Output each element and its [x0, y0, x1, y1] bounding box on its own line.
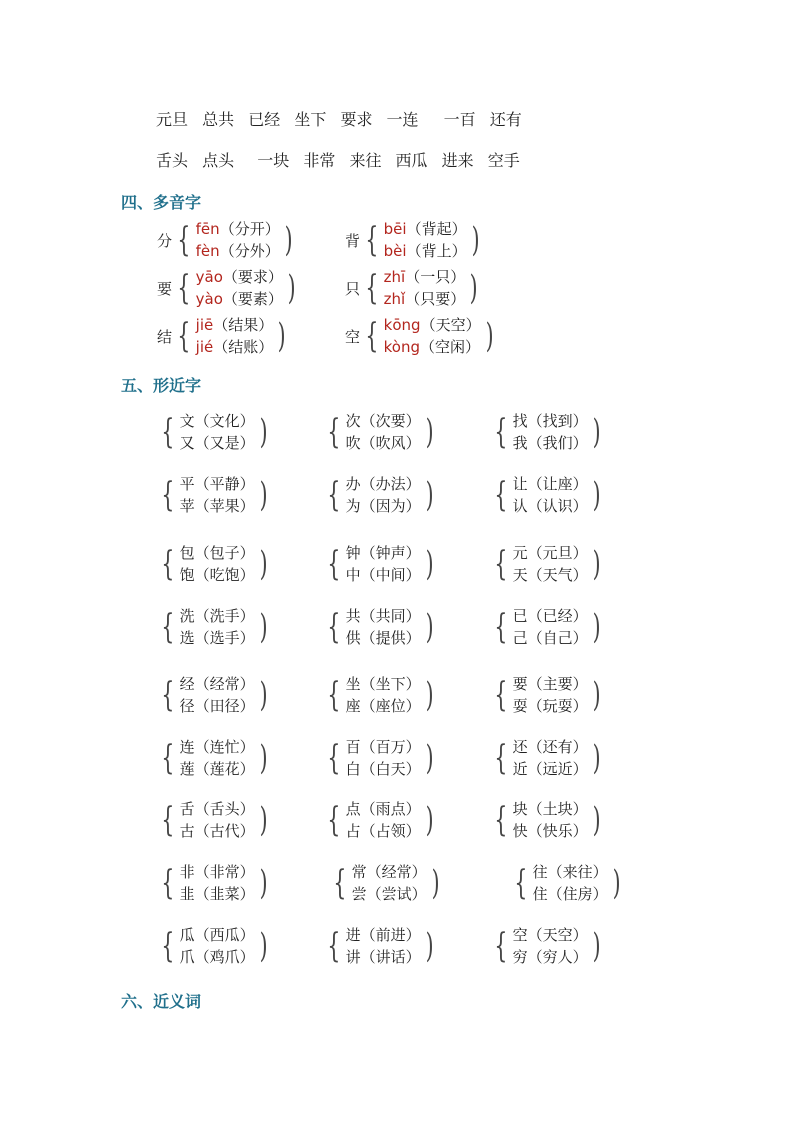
similar-char-entry: 已（已经）	[512, 607, 588, 625]
similar-char-pair	[157, 410, 270, 454]
left-brace: {	[161, 800, 175, 840]
similar-char-entry: 又（又是）	[179, 434, 255, 452]
right-bracket: )	[592, 607, 601, 647]
pinyin: fèn	[195, 242, 220, 260]
right-bracket: )	[431, 863, 440, 903]
similar-char-entry: 住（住房）	[532, 885, 608, 903]
left-brace: {	[161, 607, 175, 647]
right-bracket: )	[469, 268, 478, 308]
left-brace: {	[327, 738, 341, 778]
polyphone-char: 背	[345, 231, 361, 250]
similar-char-entry: 经（经常）	[179, 675, 255, 693]
word: 一块	[257, 151, 290, 170]
words-line-2	[156, 148, 529, 171]
similar-char-pair	[490, 605, 603, 649]
polyphone-entry	[157, 266, 298, 310]
right-bracket: )	[425, 738, 434, 778]
similar-char-pair	[329, 861, 442, 905]
similar-char-entry: 白（白天）	[345, 760, 421, 778]
polyphone-reading	[384, 266, 466, 288]
example-word: （要素）	[222, 290, 283, 308]
similar-char-entry: 常（经常）	[351, 863, 427, 881]
right-bracket: )	[425, 675, 434, 715]
example-word: （结账）	[213, 338, 274, 356]
similar-char-entry: 认（认识）	[512, 497, 588, 515]
similar-char-entry: 莲（莲花）	[179, 760, 255, 778]
polyphone-reading	[196, 314, 274, 336]
right-bracket: )	[425, 544, 434, 584]
similar-char-pair	[323, 542, 436, 586]
word: 一百	[443, 110, 476, 129]
similar-char-entry: 找（找到）	[512, 412, 588, 430]
left-brace: {	[514, 863, 528, 903]
similar-char-pair	[490, 736, 603, 780]
right-bracket: )	[592, 926, 601, 966]
similar-char-pair	[157, 736, 270, 780]
left-brace: {	[327, 475, 341, 515]
similar-char-entry: 舌（舌头）	[179, 800, 255, 818]
similar-char-entry: 古（古代）	[179, 822, 255, 840]
right-bracket: )	[259, 738, 268, 778]
right-bracket: )	[287, 268, 296, 308]
similar-char-entry: 座（座位）	[345, 697, 421, 715]
similar-char-pair	[157, 924, 270, 968]
similar-char-pair	[157, 861, 270, 905]
right-bracket: )	[592, 412, 601, 452]
similar-char-entry: 文（文化）	[179, 412, 255, 430]
left-brace: {	[327, 926, 341, 966]
similar-char-pair	[323, 410, 436, 454]
polyphone-reading	[384, 240, 467, 262]
polyphone-reading	[196, 288, 283, 310]
example-word: （天空）	[420, 316, 481, 334]
similar-char-entry: 己（自己）	[512, 629, 588, 647]
similar-char-entry: 往（来往）	[532, 863, 608, 881]
example-word: （背起）	[406, 220, 467, 238]
left-brace: {	[494, 800, 508, 840]
word: 总共	[202, 110, 235, 129]
word: 要求	[340, 110, 373, 129]
similar-char-pair	[490, 798, 603, 842]
left-brace: {	[494, 475, 508, 515]
similar-char-entry: 中（中间）	[345, 566, 421, 584]
example-word: （空闲）	[420, 338, 481, 356]
similar-char-entry: 爪（鸡爪）	[179, 948, 255, 966]
right-bracket: )	[471, 220, 480, 260]
example-word: （只要）	[405, 290, 466, 308]
polyphone-reading	[384, 314, 481, 336]
similar-char-entry: 尝（尝试）	[351, 885, 427, 903]
polyphone-reading	[384, 336, 481, 358]
pinyin: bēi	[383, 220, 407, 238]
polyphone-reading	[196, 266, 283, 288]
pinyin: jiē	[195, 316, 214, 334]
similar-char-entry: 韭（韭菜）	[179, 885, 255, 903]
left-brace: {	[494, 926, 508, 966]
words-line-1	[156, 107, 531, 130]
similar-char-entry: 包（包子）	[179, 544, 255, 562]
right-bracket: )	[485, 316, 494, 356]
similar-char-pair	[510, 861, 623, 905]
right-bracket: )	[592, 738, 601, 778]
polyphone-entry	[345, 218, 482, 262]
word: 空手	[487, 151, 520, 170]
pinyin: zhǐ	[383, 290, 406, 308]
left-brace: {	[161, 544, 175, 584]
polyphone-entry	[345, 266, 481, 310]
similar-char-pair	[157, 605, 270, 649]
similar-char-pair	[490, 473, 603, 517]
similar-char-entry: 耍（玩耍）	[512, 697, 588, 715]
right-bracket: )	[259, 863, 268, 903]
similar-char-entry: 块（土块）	[512, 800, 588, 818]
similar-char-entry: 办（办法）	[345, 475, 421, 493]
word: 坐下	[294, 110, 327, 129]
similar-char-pair	[157, 542, 270, 586]
section-heading-synonyms: 六、近义词	[121, 992, 202, 1011]
polyphone-char: 分	[157, 231, 173, 250]
left-brace: {	[177, 268, 191, 308]
polyphone-char: 结	[157, 327, 173, 346]
right-bracket: )	[259, 675, 268, 715]
left-brace: {	[494, 412, 508, 452]
similar-char-entry: 洗（洗手）	[179, 607, 255, 625]
similar-char-entry: 连（连忙）	[179, 738, 255, 756]
polyphone-reading	[196, 336, 274, 358]
example-word: （背上）	[406, 242, 467, 260]
left-brace: {	[327, 412, 341, 452]
similar-char-entry: 我（我们）	[512, 434, 588, 452]
similar-char-pair	[323, 736, 436, 780]
similar-char-pair	[323, 605, 436, 649]
polyphone-reading	[384, 288, 466, 310]
word: 元旦	[156, 110, 189, 129]
similar-char-entry: 选（选手）	[179, 629, 255, 647]
section-heading-similar: 五、形近字	[121, 376, 202, 395]
similar-char-entry: 共（共同）	[345, 607, 421, 625]
left-brace: {	[327, 544, 341, 584]
left-brace: {	[161, 412, 175, 452]
left-brace: {	[161, 863, 175, 903]
similar-char-entry: 平（平静）	[179, 475, 255, 493]
pinyin: fēn	[195, 220, 220, 238]
left-brace: {	[327, 800, 341, 840]
similar-char-entry: 要（主要）	[512, 675, 588, 693]
similar-char-pair	[323, 924, 436, 968]
similar-char-pair	[490, 673, 603, 717]
left-brace: {	[365, 268, 379, 308]
similar-char-entry: 钟（钟声）	[345, 544, 421, 562]
similar-char-pair	[490, 410, 603, 454]
left-brace: {	[161, 738, 175, 778]
polyphone-char: 只	[345, 279, 361, 298]
similar-char-entry: 空（天空）	[512, 926, 588, 944]
word: 西瓜	[395, 151, 428, 170]
similar-char-entry: 还（还有）	[512, 738, 588, 756]
word: 还有	[489, 110, 522, 129]
similar-char-entry: 吹（吹风）	[345, 434, 421, 452]
left-brace: {	[494, 544, 508, 584]
right-bracket: )	[259, 544, 268, 584]
pinyin: yāo	[195, 268, 223, 286]
polyphone-reading	[196, 240, 280, 262]
left-brace: {	[494, 738, 508, 778]
similar-char-entry: 为（因为）	[345, 497, 421, 515]
right-bracket: )	[259, 800, 268, 840]
similar-char-pair	[323, 798, 436, 842]
polyphone-entry	[157, 218, 295, 262]
similar-char-entry: 瓜（西瓜）	[179, 926, 255, 944]
similar-char-entry: 天（天气）	[512, 566, 588, 584]
similar-char-pair	[157, 798, 270, 842]
similar-char-pair	[323, 673, 436, 717]
similar-char-entry: 径（田径）	[179, 697, 255, 715]
right-bracket: )	[592, 544, 601, 584]
example-word: （一只）	[405, 268, 466, 286]
example-word: （结果）	[213, 316, 274, 334]
right-bracket: )	[612, 863, 621, 903]
similar-char-entry: 讲（讲话）	[345, 948, 421, 966]
polyphone-reading	[384, 218, 467, 240]
similar-char-entry: 近（远近）	[512, 760, 588, 778]
similar-char-pair	[490, 924, 603, 968]
pinyin: bèi	[383, 242, 407, 260]
left-brace: {	[365, 220, 379, 260]
right-bracket: )	[425, 926, 434, 966]
similar-char-pair	[157, 473, 270, 517]
similar-char-entry: 饱（吃饱）	[179, 566, 255, 584]
polyphone-entry	[157, 314, 289, 358]
left-brace: {	[494, 675, 508, 715]
similar-char-entry: 点（雨点）	[345, 800, 421, 818]
similar-char-entry: 让（让座）	[512, 475, 588, 493]
polyphone-char: 空	[345, 327, 361, 346]
right-bracket: )	[425, 607, 434, 647]
word: 一连	[386, 110, 419, 129]
section-heading-polyphones: 四、多音字	[121, 193, 202, 212]
word: 来往	[349, 151, 382, 170]
right-bracket: )	[284, 220, 293, 260]
word: 点头	[202, 151, 235, 170]
similar-char-entry: 元（元旦）	[512, 544, 588, 562]
right-bracket: )	[277, 316, 286, 356]
word: 已经	[248, 110, 281, 129]
left-brace: {	[161, 926, 175, 966]
similar-char-entry: 百（百万）	[345, 738, 421, 756]
similar-char-entry: 穷（穷人）	[512, 948, 588, 966]
polyphone-char: 要	[157, 279, 173, 298]
left-brace: {	[161, 475, 175, 515]
polyphone-reading	[196, 218, 280, 240]
example-word: （分开）	[219, 220, 280, 238]
right-bracket: )	[259, 926, 268, 966]
similar-char-entry: 快（快乐）	[512, 822, 588, 840]
right-bracket: )	[259, 412, 268, 452]
word: 舌头	[156, 151, 189, 170]
similar-char-entry: 非（非常）	[179, 863, 255, 881]
similar-char-entry: 坐（坐下）	[345, 675, 421, 693]
right-bracket: )	[592, 475, 601, 515]
word: 非常	[303, 151, 336, 170]
pinyin: kōng	[383, 316, 421, 334]
right-bracket: )	[425, 412, 434, 452]
right-bracket: )	[425, 475, 434, 515]
left-brace: {	[327, 607, 341, 647]
similar-char-entry: 进（前进）	[345, 926, 421, 944]
right-bracket: )	[425, 800, 434, 840]
right-bracket: )	[592, 800, 601, 840]
left-brace: {	[333, 863, 347, 903]
right-bracket: )	[259, 475, 268, 515]
example-word: （分外）	[219, 242, 280, 260]
pinyin: kòng	[383, 338, 421, 356]
example-word: （要求）	[222, 268, 283, 286]
similar-char-pair	[490, 542, 603, 586]
similar-char-pair	[157, 673, 270, 717]
pinyin: jié	[195, 338, 214, 356]
left-brace: {	[365, 316, 379, 356]
pinyin: yào	[195, 290, 223, 308]
word: 进来	[441, 151, 474, 170]
right-bracket: )	[592, 675, 601, 715]
left-brace: {	[177, 220, 191, 260]
similar-char-entry: 占（占领）	[345, 822, 421, 840]
right-bracket: )	[259, 607, 268, 647]
similar-char-pair	[323, 473, 436, 517]
left-brace: {	[177, 316, 191, 356]
pinyin: zhī	[383, 268, 406, 286]
left-brace: {	[161, 675, 175, 715]
similar-char-entry: 次（次要）	[345, 412, 421, 430]
left-brace: {	[327, 675, 341, 715]
similar-char-entry: 苹（苹果）	[179, 497, 255, 515]
left-brace: {	[494, 607, 508, 647]
polyphone-entry	[345, 314, 496, 358]
similar-char-entry: 供（提供）	[345, 629, 421, 647]
